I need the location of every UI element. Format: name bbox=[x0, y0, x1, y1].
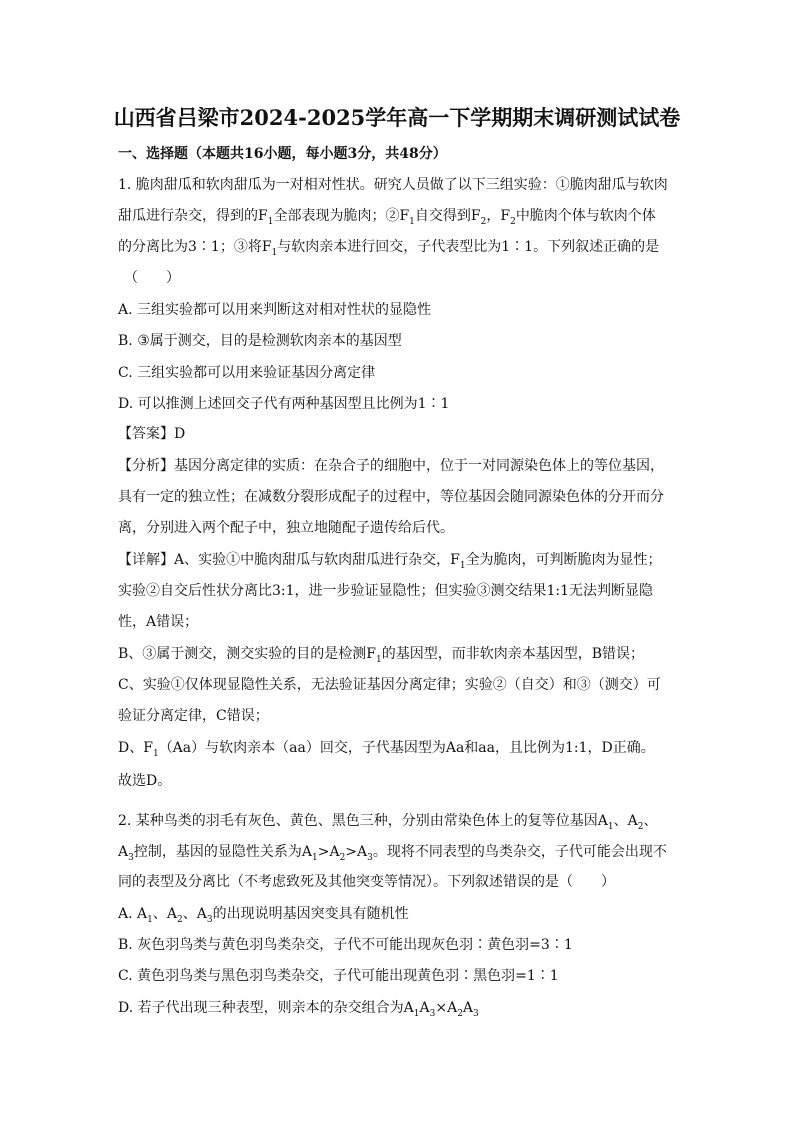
q1-detail-line-1 bbox=[118, 550, 662, 570]
q2-option-text: 、A bbox=[182, 906, 207, 922]
q2-option-a bbox=[118, 904, 409, 924]
q2-stem-text: A bbox=[118, 844, 129, 860]
subscript: 2 bbox=[176, 914, 183, 925]
q1-stem-text: 与软肉亲本进行回交，子代表型比为1∶1。下列叙述正确的是 bbox=[277, 239, 660, 255]
q1-option-c: C. 三组实验都可以用来验证基因分离定律 bbox=[118, 365, 376, 381]
q2-stem-line-1 bbox=[118, 811, 658, 831]
subscript: 2 bbox=[457, 1008, 463, 1019]
q2-option-text: A bbox=[462, 1000, 474, 1016]
q1-detail-text: B、③属于测交，测交实验的目的是检测F bbox=[118, 646, 377, 662]
q2-stem-line-3: 同的表型及分离比（不考虑致死及其他突变等情况）。下列叙述错误的是（ ） bbox=[118, 874, 615, 890]
q1-analysis-line-2: 具有一定的独立性；在减数分裂形成配子的过程中，等位基因会随同源染色体的分开而分 bbox=[118, 489, 664, 505]
q2-stem-text: 。现将不同表型的鸟类杂交，子代可能会出现不 bbox=[372, 844, 667, 860]
q1-detail-line-6: 验证分离定律，C错误； bbox=[118, 708, 269, 724]
q1-stem-text: 甜瓜进行杂交，得到的F bbox=[118, 208, 268, 224]
subscript: 1 bbox=[376, 654, 382, 665]
q1-detail-line-3: 性，A错误； bbox=[118, 614, 199, 630]
q2-option-d bbox=[118, 998, 479, 1018]
q2-option-text: A. A bbox=[118, 906, 148, 922]
q2-option-c: C. 黄色羽鸟类与黑色羽鸟类杂交，子代可能出现黄色羽∶黑色羽=1∶1 bbox=[118, 968, 559, 984]
q1-analysis-line-1: 【分析】基因分离定律的实质：在杂合子的细胞中，位于一对同源染色体上的等位基因， bbox=[118, 458, 664, 474]
q2-stem-text: 2. 某种鸟类的羽毛有灰色、黄色、黑色三种，分别由常染色体上的复等位基因A bbox=[118, 813, 608, 829]
q1-analysis-line-3: 离，分别进入两个配子中，独立地随配子遗传给后代。 bbox=[118, 520, 454, 536]
subscript: 3 bbox=[206, 914, 213, 925]
subscript: 1 bbox=[409, 216, 415, 227]
q1-option-d: D. 可以推测上述回交子代有两种基因型且比例为1∶1 bbox=[118, 396, 450, 412]
subscript: 3 bbox=[473, 1008, 479, 1019]
q1-conclusion: 故选D。 bbox=[118, 773, 172, 789]
q1-stem-line-2 bbox=[118, 206, 656, 226]
subscript: 1 bbox=[413, 1008, 420, 1019]
subscript: 1 bbox=[271, 247, 278, 258]
q2-stem-line-2 bbox=[118, 842, 667, 862]
q1-answer: 【答案】D bbox=[118, 426, 186, 442]
subscript: 2 bbox=[480, 216, 487, 227]
q1-detail-text: 的基因型，而非软肉亲本基因型，B错误； bbox=[381, 646, 645, 662]
q2-option-b: B. 灰色羽鸟类与黄色羽鸟类杂交，子代不可能出现灰色羽∶黄色羽=3∶1 bbox=[118, 937, 573, 953]
q1-stem-text: 的分离比为3∶1；③将F bbox=[118, 239, 272, 255]
q1-stem-text: 全部表现为脆肉；②F bbox=[273, 208, 410, 224]
section-heading: 一、选择题（本题共16小题，每小题3分，共48分） bbox=[118, 146, 447, 162]
subscript: 3 bbox=[429, 1008, 436, 1019]
subscript: 1 bbox=[607, 821, 614, 832]
page-title: 山西省吕梁市2024-2025学年高一下学期期末调研测试试卷 bbox=[113, 105, 681, 130]
q1-stem-text: 中脆肉个体与软肉个体 bbox=[515, 208, 656, 224]
q1-option-b: B. ③属于测交，目的是检测软肉亲本的基因型 bbox=[118, 333, 402, 349]
subscript: 3 bbox=[367, 852, 373, 863]
q1-detail-text: 全为脆肉，可判断脆肉为显性； bbox=[465, 552, 662, 568]
subscript: 1 bbox=[459, 560, 466, 571]
subscript: 2 bbox=[637, 821, 644, 832]
subscript: 2 bbox=[510, 216, 516, 227]
q1-detail-text: （Aa）与软肉亲本（aa）回交，子代基因型为Aa和aa，且比例为1:1，D正确。 bbox=[158, 740, 655, 756]
q2-stem-text: >A bbox=[317, 844, 340, 860]
q2-option-text: 的出现说明基因突变具有随机性 bbox=[212, 906, 409, 922]
q1-detail-text: 【详解】A、实验①中脆肉甜瓜与软肉甜瓜进行杂交，F bbox=[118, 552, 460, 568]
q1-detail-line-7 bbox=[118, 738, 655, 758]
q2-stem-text: >A bbox=[345, 844, 368, 860]
q2-stem-text: 、A bbox=[613, 813, 638, 829]
q1-stem-text: 自交得到F bbox=[414, 208, 481, 224]
subscript: 1 bbox=[147, 914, 153, 925]
q2-option-text: 、A bbox=[152, 906, 177, 922]
q2-option-text: D. 若子代出现三种表型，则亲本的杂交组合为A bbox=[118, 1000, 414, 1016]
q2-stem-text: 、 bbox=[643, 813, 658, 829]
subscript: 2 bbox=[339, 852, 346, 863]
q2-option-text: A bbox=[419, 1000, 430, 1016]
q1-answer-bracket: （ ） bbox=[124, 270, 180, 286]
subscript: 1 bbox=[267, 216, 274, 227]
q1-detail-text: D、F bbox=[118, 740, 153, 756]
subscript: 1 bbox=[311, 852, 318, 863]
q1-detail-line-2: 实验②自交后性状分离比3:1，进一步验证显隐性；但实验③测交结果1:1无法判断显隐 bbox=[118, 583, 654, 599]
q1-detail-line-4 bbox=[118, 644, 644, 664]
subscript: 1 bbox=[152, 748, 159, 759]
q2-option-text: ×A bbox=[435, 1000, 458, 1016]
q1-stem-text: ，F bbox=[486, 208, 511, 224]
q1-detail-line-5: C、实验①仅体现显隐性关系，无法验证基因分离定律；实验②（自交）和③（测交）可 bbox=[118, 677, 661, 693]
subscript: 3 bbox=[128, 852, 134, 863]
q2-stem-text: 控制，基因的显隐性关系为A bbox=[133, 844, 312, 860]
q1-stem-line-3 bbox=[118, 237, 659, 257]
q1-option-a: A. 三组实验都可以用来判断这对相对性状的显隐性 bbox=[118, 302, 432, 318]
q1-stem-line-1: 1. 脆肉甜瓜和软肉甜瓜为一对相对性状。研究人员做了以下三组实验：①脆肉甜瓜与软肉 bbox=[118, 177, 668, 193]
